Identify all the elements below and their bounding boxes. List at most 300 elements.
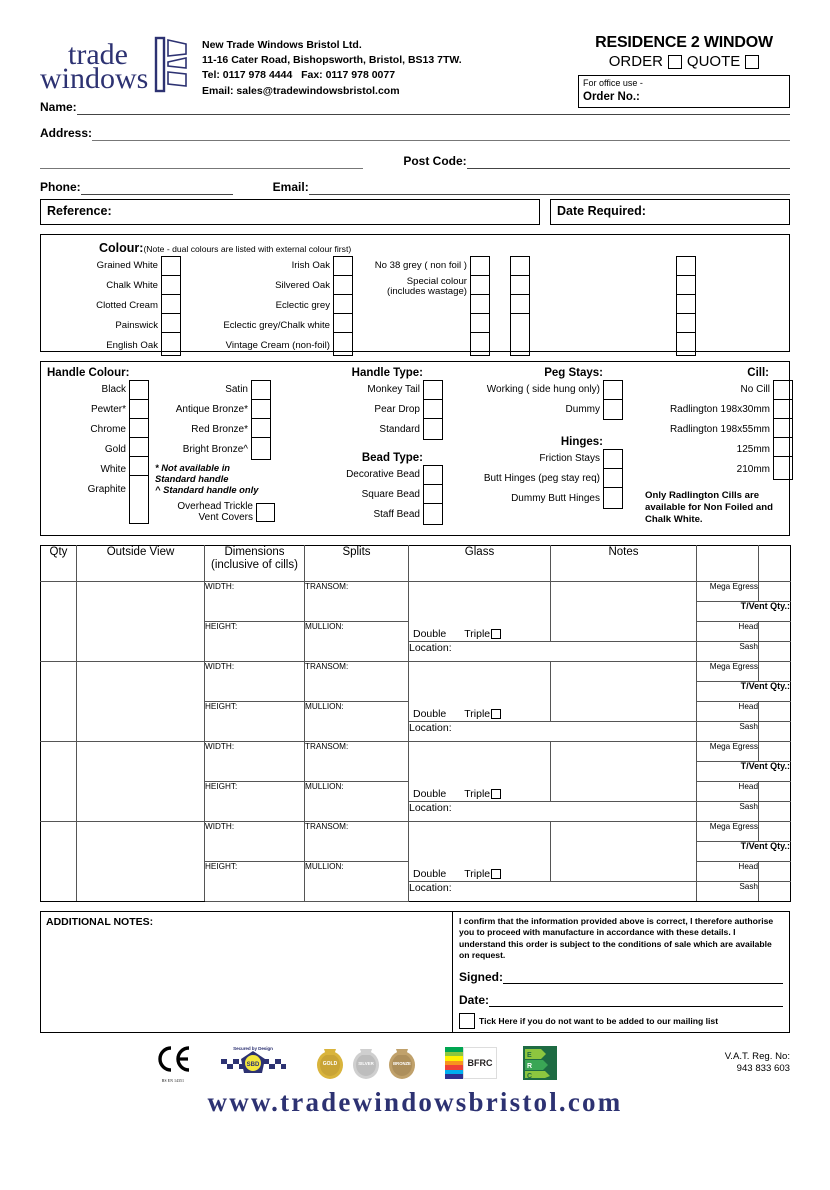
colour-note: (Note - dual colours are listed with external colour first): [143, 244, 352, 254]
post-code-label: Post Code:: [403, 154, 467, 168]
handle-colour-label: Black: [101, 384, 126, 395]
company-email: Email: sales@tradewindowsbristol.com: [202, 84, 400, 97]
svg-text:SILVER: SILVER: [358, 1061, 374, 1066]
table-row[interactable]: [41, 582, 791, 602]
hinges-checkbox[interactable]: [604, 450, 622, 469]
colour-checkbox[interactable]: [511, 295, 529, 314]
sash-label: Sash: [697, 642, 759, 662]
colour-checkbox-column-1: [161, 256, 181, 356]
bead-type-label: Square Bead: [361, 489, 420, 500]
cell-mullion[interactable]: MULLION:: [305, 622, 409, 662]
handle-colour-checkbox[interactable]: [130, 400, 148, 419]
vat-label: V.A.T. Reg. No:: [724, 1050, 790, 1062]
cill-label: Radlington 198x55mm: [669, 424, 770, 435]
tvent-qty-field[interactable]: T/Vent Qty.:: [697, 762, 791, 782]
order-table-header-row: [41, 546, 791, 582]
header-splits: Splits: [305, 546, 409, 582]
page-title: RESIDENCE 2 WINDOW: [595, 34, 773, 51]
cell-qty[interactable]: [41, 742, 77, 822]
colour-checkbox[interactable]: [334, 295, 352, 314]
cell-qty[interactable]: [41, 822, 77, 902]
colour-group-5: [676, 256, 696, 356]
handle-footnote-line1: * Not available in: [155, 462, 231, 473]
triple-glazing-label: Triple: [464, 628, 491, 640]
handle-bead-column: [317, 367, 447, 535]
website-url[interactable]: www.tradewindowsbristol.com: [207, 1087, 623, 1117]
peg-hinges-column: [447, 367, 627, 535]
cill-labels: [627, 380, 773, 480]
signed-label: Signed:: [459, 970, 503, 985]
mega-egress-input[interactable]: [759, 822, 791, 842]
handle-footnote: [155, 462, 275, 495]
colour-label: Eclectic grey: [275, 300, 330, 311]
triple-glazing-option[interactable]: [464, 708, 501, 720]
address-input[interactable]: [92, 126, 790, 141]
colour-checkbox[interactable]: [471, 333, 489, 352]
handle-colour-label: Bright Bronze^: [182, 444, 248, 455]
name-label: Name:: [40, 100, 77, 114]
handle-colour-col-1: [47, 380, 153, 524]
bead-type-checkbox[interactable]: [424, 466, 442, 485]
colour-label: Chalk White: [106, 280, 158, 291]
handle-footnote-line2: Standard handle: [155, 473, 229, 485]
handle-type-group: [317, 380, 447, 440]
triple-glazing-option[interactable]: [464, 868, 501, 880]
cell-mullion[interactable]: MULLION:: [305, 782, 409, 822]
special-colour-line1: Special colour: [406, 276, 467, 287]
colour-label: No 38 grey ( non foil ): [374, 260, 467, 271]
glazing-options: [409, 868, 550, 880]
colour-label: Grained White: [96, 260, 158, 271]
energy-rating-icon: [523, 1046, 557, 1080]
handle-colour-group: [47, 367, 317, 535]
confirmation-text: I confirm that the information provided above is correct, I therefore authorise you to proceed with manufacture in accordance with these details. I understand this order is subject to the conditions of sale which are available on request.: [459, 916, 774, 961]
form-footer: [40, 1041, 790, 1085]
address-row-2: [40, 141, 790, 169]
cell-outside-view[interactable]: [77, 742, 205, 822]
colour-labels-1: [49, 256, 161, 356]
cill-note-line2: available for Non Foiled and: [645, 501, 773, 513]
cell-mullion[interactable]: MULLION:: [305, 862, 409, 902]
colour-checkbox[interactable]: [334, 333, 352, 352]
peg-stays-checkbox[interactable]: [604, 400, 622, 419]
cell-height[interactable]: HEIGHT:: [205, 862, 305, 902]
colour-group-2: [187, 256, 357, 356]
peg-stays-checkbox[interactable]: [604, 381, 622, 400]
triple-glazing-label: Triple: [464, 708, 491, 720]
colour-checkbox[interactable]: [677, 276, 695, 295]
hinges-heading: Hinges:: [560, 436, 603, 448]
cill-label: No Cill: [740, 384, 770, 395]
handle-type-label: Pear Drop: [374, 404, 420, 415]
special-colour-line2: (includes wastage): [387, 286, 467, 298]
signed-input[interactable]: [503, 970, 783, 984]
order-quote-selector: [578, 53, 790, 70]
post-code-input[interactable]: [467, 154, 790, 169]
colour-checkbox[interactable]: [162, 276, 180, 295]
cell-width[interactable]: WIDTH:: [205, 742, 305, 782]
bead-type-label: Staff Bead: [373, 509, 420, 520]
cell-glass[interactable]: [409, 822, 551, 882]
colour-label: Vintage Cream (non-foil): [225, 340, 330, 351]
customer-fields: [40, 91, 790, 195]
handle-footnote-line3: ^ Standard handle only: [155, 484, 259, 496]
peg-stays-labels: [447, 380, 603, 420]
handle-type-checkbox-column: [423, 380, 443, 440]
date-required-field[interactable]: Date Required:: [550, 199, 790, 225]
peg-stays-checkbox-column: [603, 380, 623, 420]
trickle-vent-checkbox[interactable]: [256, 503, 275, 522]
colour-checkbox[interactable]: [677, 333, 695, 352]
address-input-2[interactable]: [40, 154, 363, 169]
date-label: Date:: [459, 993, 490, 1008]
bead-type-heading: Bead Type:: [361, 452, 423, 464]
handle-colour-label: Red Bronze*: [191, 424, 248, 435]
mega-egress-label: Mega Egress: [697, 742, 759, 762]
cell-notes[interactable]: [551, 822, 697, 882]
colour-label: Irish Oak: [291, 260, 330, 271]
handle-type-label: Monkey Tail: [367, 384, 420, 395]
order-table: [40, 545, 791, 902]
svg-text:SBD: SBD: [246, 1062, 260, 1068]
trickle-vent-line1: Overhead Trickle: [177, 501, 253, 513]
colour-checkbox[interactable]: [677, 295, 695, 314]
colour-label: English Oak: [106, 340, 158, 351]
header-notes: Notes: [551, 546, 697, 582]
cell-transom[interactable]: TRANSOM:: [305, 742, 409, 782]
hinges-checkbox-column: [603, 449, 623, 509]
mailing-list-label: Tick Here if you do not want to be added to our mailing list: [479, 1016, 719, 1027]
cell-height[interactable]: HEIGHT:: [205, 702, 305, 742]
order-checkbox[interactable]: [668, 55, 682, 69]
handle-colour-label: White: [100, 464, 126, 475]
options-panel: [40, 361, 790, 536]
colour-labels-2: [187, 256, 333, 356]
bead-type-label: Decorative Bead: [346, 469, 420, 480]
peg-stays-label: Dummy: [565, 404, 600, 415]
cell-glass[interactable]: [409, 662, 551, 722]
handle-colour-checkbox[interactable]: [130, 381, 148, 400]
cill-checkbox[interactable]: [774, 457, 792, 476]
quote-label: QUOTE: [686, 53, 741, 70]
head-label: Head: [697, 622, 759, 642]
head-input[interactable]: [759, 862, 791, 882]
mega-egress-input[interactable]: [759, 742, 791, 762]
head-input[interactable]: [759, 702, 791, 722]
cill-heading: Cill:: [747, 367, 769, 379]
title-block: [578, 30, 790, 108]
additional-notes-field[interactable]: [41, 912, 453, 1032]
phone-email-row: [40, 169, 790, 195]
hinges-checkbox[interactable]: [604, 469, 622, 488]
bead-type-labels: [317, 465, 423, 525]
triple-glazing-option[interactable]: [464, 628, 501, 640]
hinges-label: Butt Hinges (peg stay req): [483, 473, 600, 484]
cell-transom[interactable]: TRANSOM:: [305, 582, 409, 622]
colour-checkbox[interactable]: [471, 295, 489, 314]
head-label: Head: [697, 862, 759, 882]
double-glazing-label: Double: [413, 708, 447, 720]
colour-checkbox[interactable]: [511, 276, 529, 295]
cell-outside-view[interactable]: [77, 662, 205, 742]
header-qty: Qty: [41, 546, 77, 582]
handle-colour-label: Pewter*: [90, 404, 126, 415]
triple-glazing-checkbox[interactable]: [491, 709, 501, 719]
colour-heading-text: Colour:: [99, 241, 144, 255]
table-row[interactable]: [41, 662, 791, 682]
colour-label: Eclectic grey/Chalk white: [223, 320, 330, 331]
handle-colour-checkbox[interactable]: [252, 419, 270, 438]
handle-colour-heading: Handle Colour:: [47, 367, 130, 379]
head-label: Head: [697, 782, 759, 802]
colour-checkbox[interactable]: [677, 314, 695, 333]
order-label: ORDER: [608, 53, 663, 70]
handle-type-checkbox[interactable]: [424, 400, 442, 419]
sash-input[interactable]: [759, 722, 791, 742]
mega-egress-input[interactable]: [759, 662, 791, 682]
head-input[interactable]: [759, 622, 791, 642]
colour-panel: [40, 234, 790, 352]
mega-egress-label: Mega Egress: [697, 822, 759, 842]
cell-glass[interactable]: [409, 582, 551, 642]
cell-transom[interactable]: TRANSOM:: [305, 662, 409, 702]
colour-checkbox[interactable]: [471, 276, 489, 295]
colour-checkbox[interactable]: [334, 257, 352, 276]
header-glass: Glass: [409, 546, 551, 582]
colour-label: Clotted Cream: [96, 300, 158, 311]
handle-colour-checkbox[interactable]: [130, 419, 148, 438]
trickle-vent-row: [155, 501, 275, 523]
date-input[interactable]: [489, 993, 783, 1007]
sbd-label: Secured by Design: [233, 1046, 273, 1051]
cill-group: [627, 380, 793, 480]
colour-checkbox[interactable]: [162, 314, 180, 333]
tvent-qty-field[interactable]: T/Vent Qty.:: [697, 602, 791, 622]
table-row[interactable]: [41, 822, 791, 842]
tvent-qty-field[interactable]: T/Vent Qty.:: [697, 682, 791, 702]
colour-label: Silvered Oak: [275, 280, 330, 291]
cill-checkbox[interactable]: [774, 400, 792, 419]
mega-egress-label: Mega Egress: [697, 582, 759, 602]
triple-glazing-option[interactable]: [464, 788, 501, 800]
mailing-list-row: [459, 1013, 783, 1029]
date-row: [459, 993, 783, 1007]
handle-type-checkbox[interactable]: [424, 419, 442, 438]
vat-number: 943 833 603: [736, 1063, 790, 1074]
cell-notes[interactable]: [551, 662, 697, 722]
svg-text:BRONZE: BRONZE: [393, 1061, 411, 1066]
colour-label-special: [359, 276, 470, 296]
colour-checkbox-column-5: [676, 256, 696, 356]
header-outside-view: Outside View: [77, 546, 205, 582]
handle-colour-label: Gold: [104, 444, 126, 455]
office-use-label: For office use -: [583, 78, 643, 88]
energy-medals: [313, 1046, 419, 1080]
cell-location[interactable]: Location:: [409, 882, 697, 902]
sash-label: Sash: [697, 882, 759, 902]
svg-text:GOLD: GOLD: [322, 1061, 338, 1067]
silver-medal-icon: [349, 1046, 383, 1080]
handle-colour-checkbox[interactable]: [130, 476, 148, 495]
header-dimensions: Dimensions (inclusive of cills): [205, 546, 305, 582]
triple-glazing-checkbox[interactable]: [491, 789, 501, 799]
name-input[interactable]: [77, 100, 790, 115]
cell-location[interactable]: Location:: [409, 642, 697, 662]
cill-checkbox[interactable]: [774, 438, 792, 457]
double-glazing-label: Double: [413, 788, 447, 800]
colour-checkbox-column-4: [510, 256, 530, 356]
sash-input[interactable]: [759, 882, 791, 902]
email-input[interactable]: [309, 180, 790, 195]
cell-location[interactable]: Location:: [409, 722, 697, 742]
bronze-medal-icon: [385, 1046, 419, 1080]
cell-transom[interactable]: TRANSOM:: [305, 822, 409, 862]
ce-mark-icon: [153, 1044, 193, 1083]
phone-input[interactable]: [81, 180, 233, 195]
company-name: New Trade Windows Bristol Ltd.: [202, 39, 362, 51]
handle-colour-checkbox[interactable]: [252, 400, 270, 419]
triple-glazing-checkbox[interactable]: [491, 629, 501, 639]
triple-glazing-label: Triple: [464, 868, 491, 880]
handle-colour-label: Antique Bronze*: [175, 404, 248, 415]
peg-stays-group: [447, 380, 627, 420]
form-header: [40, 0, 790, 103]
additional-notes-heading: ADDITIONAL NOTES:: [46, 916, 154, 928]
peg-stays-heading: Peg Stays:: [544, 367, 603, 379]
secured-by-design-icon: [219, 1046, 287, 1080]
colour-checkbox[interactable]: [334, 276, 352, 295]
address-label: Address:: [40, 126, 93, 140]
handle-colour-checkbox[interactable]: [130, 438, 148, 457]
cell-qty[interactable]: [41, 582, 77, 662]
svg-text:trade: trade: [68, 38, 128, 71]
cell-notes[interactable]: [551, 742, 697, 802]
handle-type-labels: [317, 380, 423, 440]
handle-type-label: Standard: [379, 424, 420, 435]
colour-checkbox[interactable]: [677, 257, 695, 276]
colour-group-3: [359, 256, 494, 356]
cell-height[interactable]: HEIGHT:: [205, 782, 305, 822]
ce-standard-label: BS EN 14351: [161, 1078, 185, 1083]
hinges-group: [447, 449, 627, 509]
cell-outside-view[interactable]: [77, 582, 205, 662]
cill-note: [627, 490, 793, 526]
colour-checkbox[interactable]: [162, 257, 180, 276]
cell-qty[interactable]: [41, 662, 77, 742]
triple-glazing-checkbox[interactable]: [491, 869, 501, 879]
cill-checkbox-column: [773, 380, 793, 480]
bead-type-group: [317, 465, 447, 525]
cell-width[interactable]: WIDTH:: [205, 662, 305, 702]
reference-field[interactable]: Reference:: [40, 199, 540, 225]
hinges-checkbox[interactable]: [604, 488, 622, 507]
hinges-labels: [447, 449, 603, 509]
quote-checkbox[interactable]: [745, 55, 759, 69]
address-row: [40, 115, 790, 141]
colour-checkbox[interactable]: [162, 333, 180, 352]
company-address: 11-16 Cater Road, Bishopsworth, Bristol, BS13 7TW.: [202, 54, 462, 67]
double-glazing-label: Double: [413, 628, 447, 640]
svg-text:C: C: [527, 1073, 533, 1080]
mega-egress-input[interactable]: [759, 582, 791, 602]
hinges-label: Dummy Butt Hinges: [511, 493, 600, 504]
colour-checkbox[interactable]: [511, 257, 529, 276]
vat-registration: [670, 1051, 790, 1076]
sash-input[interactable]: [759, 802, 791, 822]
colour-checkbox[interactable]: [511, 314, 529, 333]
cell-location[interactable]: Location:: [409, 802, 697, 822]
glazing-options: [409, 788, 550, 800]
company-logo: [40, 30, 190, 96]
company-phone: Tel: 0117 978 4444: [202, 69, 293, 82]
handle-colour-checkbox[interactable]: [252, 381, 270, 400]
sash-label: Sash: [697, 722, 759, 742]
email-label: Email:: [272, 180, 309, 194]
sash-input[interactable]: [759, 642, 791, 662]
colour-checkbox[interactable]: [471, 314, 489, 333]
handle-colour-label: Chrome: [90, 424, 126, 435]
cell-mullion[interactable]: MULLION:: [305, 702, 409, 742]
handle-colour-checkbox[interactable]: [130, 457, 148, 476]
handle-type-checkbox[interactable]: [424, 381, 442, 400]
colour-heading: [49, 241, 781, 255]
cell-width[interactable]: WIDTH:: [205, 582, 305, 622]
colour-group-4: [510, 256, 660, 356]
cell-glass[interactable]: [409, 742, 551, 802]
mega-egress-label: Mega Egress: [697, 662, 759, 682]
bead-type-checkbox[interactable]: [424, 485, 442, 504]
handle-colour-checkbox-column-2: [251, 380, 271, 460]
bfrc-colour-stripes: [445, 1047, 463, 1079]
cell-width[interactable]: WIDTH:: [205, 822, 305, 862]
cill-note-line3: Chalk White.: [645, 513, 703, 525]
bfrc-rating-icon: [445, 1047, 497, 1079]
head-label: Head: [697, 702, 759, 722]
order-no-label[interactable]: Order No.:: [583, 90, 640, 103]
glazing-options: [409, 628, 550, 640]
double-glazing-label: Double: [413, 868, 447, 880]
cill-checkbox[interactable]: [774, 419, 792, 438]
svg-text:E: E: [527, 1052, 532, 1059]
cell-notes[interactable]: [551, 582, 697, 642]
colour-checkbox-column-3: [470, 256, 490, 356]
handle-type-heading: Handle Type:: [351, 367, 423, 379]
cell-outside-view[interactable]: [77, 822, 205, 902]
colour-checkbox[interactable]: [471, 257, 489, 276]
certification-badges: [40, 1044, 670, 1083]
bead-type-checkbox[interactable]: [424, 504, 442, 523]
handle-colour-checkbox[interactable]: [252, 438, 270, 457]
colour-checkbox[interactable]: [162, 295, 180, 314]
cill-label: 210mm: [736, 464, 770, 475]
colour-labels-3: [359, 256, 470, 356]
hinges-label: Friction Stays: [539, 453, 600, 464]
cill-label: 125mm: [736, 444, 770, 455]
header-blank-2: [759, 546, 791, 582]
mailing-list-checkbox[interactable]: [459, 1013, 475, 1029]
tvent-qty-field[interactable]: T/Vent Qty.:: [697, 842, 791, 862]
handle-colour-col-2: [155, 380, 275, 524]
cill-checkbox[interactable]: [774, 381, 792, 400]
glazing-options: [409, 708, 550, 720]
cell-height[interactable]: HEIGHT:: [205, 622, 305, 662]
trickle-vent-label: [177, 501, 256, 523]
handle-colour-label: Satin: [225, 384, 248, 395]
cill-label: Radlington 198x30mm: [669, 404, 770, 415]
head-input[interactable]: [759, 782, 791, 802]
colour-checkbox[interactable]: [334, 314, 352, 333]
table-row[interactable]: [41, 742, 791, 762]
